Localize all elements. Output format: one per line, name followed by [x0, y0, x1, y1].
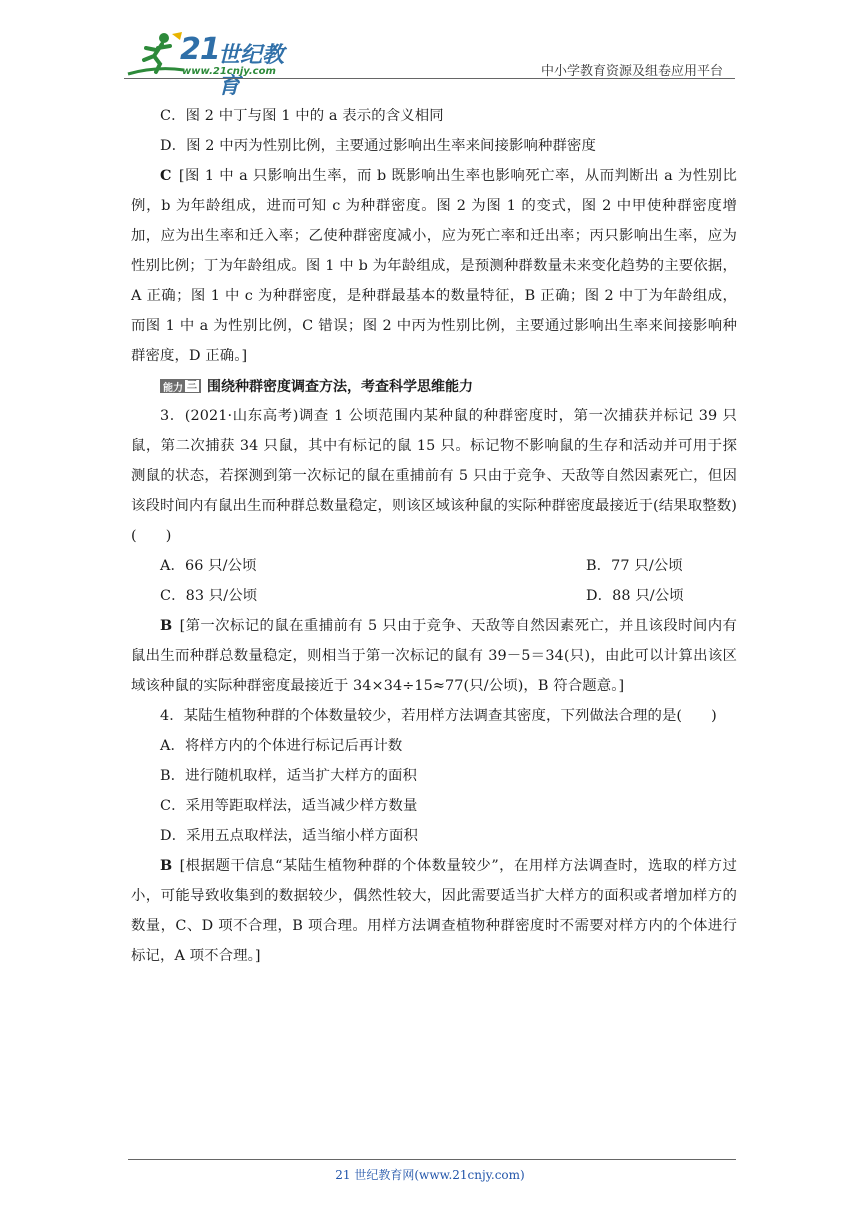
q4-answer-letter: B	[160, 857, 173, 874]
site-logo[interactable]	[126, 30, 296, 99]
q2-answer	[131, 161, 737, 371]
footer-link[interactable]: 21 世纪教育网(www.21cnjy.com)	[335, 1168, 525, 1182]
q2-option-d: D．图 2 中丙为性别比例，主要通过影响出生率来间接影响种群密度	[160, 138, 596, 154]
footer-divider	[128, 1159, 736, 1160]
q2-answer-letter: C	[160, 167, 172, 184]
ability-badge	[160, 379, 201, 393]
q3-explanation: [第一次标记的鼠在重捕前有 5 只由于竞争、天敌等自然因素死亡，并且该段时间内有鼠出生而种群总数量稳定，则相当于第一次标记的鼠有 39－5＝34(只)，由此可以计算出该区域该种鼠的实际种群密度最接近于 34×34÷15≈77(只/公顷)，B 符合题意。]	[131, 618, 737, 694]
q3-options-row-2	[131, 581, 737, 611]
q3-option-a: A．66 只/公顷	[160, 558, 257, 574]
ability-badge-label: 能力	[163, 382, 183, 394]
logo-url: www.21cnjy.com	[182, 66, 276, 77]
q4-option-c: C．采用等距取样法，适当减少样方数量	[160, 798, 418, 814]
ability-heading	[131, 371, 737, 401]
document-body	[131, 101, 737, 971]
q2-option-c: C．图 2 中丁与图 1 中的 a 表示的含义相同	[160, 108, 444, 124]
q2-explanation: [图 1 中 a 只影响出生率，而 b 既影响出生率也影响死亡率，从而判断出 a 为性别比例，b 为年龄组成，进而可知 c 为种群密度。图 2 为图 1 的变式，图 2 中甲使种群密度增加，应为出生率和迁入率；乙使种群密度减小，应为死亡率和迁出率；丙只影响出生率，应为性别比例；丁为年龄组成。图 1 中 b 为年龄组成，是预测种群数量未来变化趋势的主要依据，A 正确；图 1 中 c 为种群密度，是种群最基本的数量特征，B 正确；图 2 中丁为年龄组成，而图 1 中 a 为性别比例，C 错误；图 2 中丙为性别比例，主要通过影响出生率来间接影响种群密度，D 正确。]	[131, 168, 737, 364]
q3-answer-letter: B	[160, 617, 173, 634]
q4-option-d: D．采用五点取样法，适当缩小样方面积	[160, 828, 418, 844]
platform-name: 中小学教育资源及组卷应用平台	[540, 64, 723, 79]
logo-number: 21	[180, 32, 220, 67]
q4-answer	[131, 851, 737, 971]
q4-explanation: [根据题干信息“某陆生植物种群的个体数量较少”，在用样方法调查时，选取的样方过小，可能导致收集到的数据较少，偶然性较大，因此需要适当扩大样方的面积或者增加样方的数量，C、D 项不合理，B 项合理。用样方法调查植物种群密度时不需要对样方内的个体进行标记，A 项不合理。]	[131, 858, 737, 964]
q3-stem: 3．(2021·山东高考)调查 1 公顷范围内某种鼠的种群密度时，第一次捕获并标记 39 只鼠，第二次捕获 34 只鼠，其中有标记的鼠 15 只。标记物不影响鼠的生存和活动并可用于探测鼠的状态，若探测到第一次标记的鼠在重捕前有 5 只由于竞争、天敌等自然因素死亡，但因该段时间内有鼠出生而种群总数量稳定，则该区域该种鼠的实际种群密度最接近于(结果取整数)( )	[131, 408, 737, 544]
ability-badge-number: 三	[187, 380, 197, 391]
q4-stem: 4．某陆生植物种群的个体数量较少，若用样方法调查其密度，下列做法合理的是( )	[160, 708, 717, 724]
q3-answer	[131, 611, 737, 701]
q3-option-b: B．77 只/公顷	[586, 558, 683, 574]
q3-option-c: C．83 只/公顷	[160, 588, 258, 604]
runner-icon	[126, 30, 186, 80]
q4-option-a: A．将样方内的个体进行标记后再计数	[160, 738, 403, 754]
logo-text: 世纪教育	[218, 43, 285, 99]
header-divider	[124, 78, 735, 79]
ability-title: 围绕种群密度调查方法，考查科学思维能力	[207, 379, 473, 395]
q4-option-b: B．进行随机取样，适当扩大样方的面积	[160, 768, 418, 784]
q3-options-row-1	[131, 551, 737, 581]
q3-option-d: D．88 只/公顷	[586, 588, 684, 604]
